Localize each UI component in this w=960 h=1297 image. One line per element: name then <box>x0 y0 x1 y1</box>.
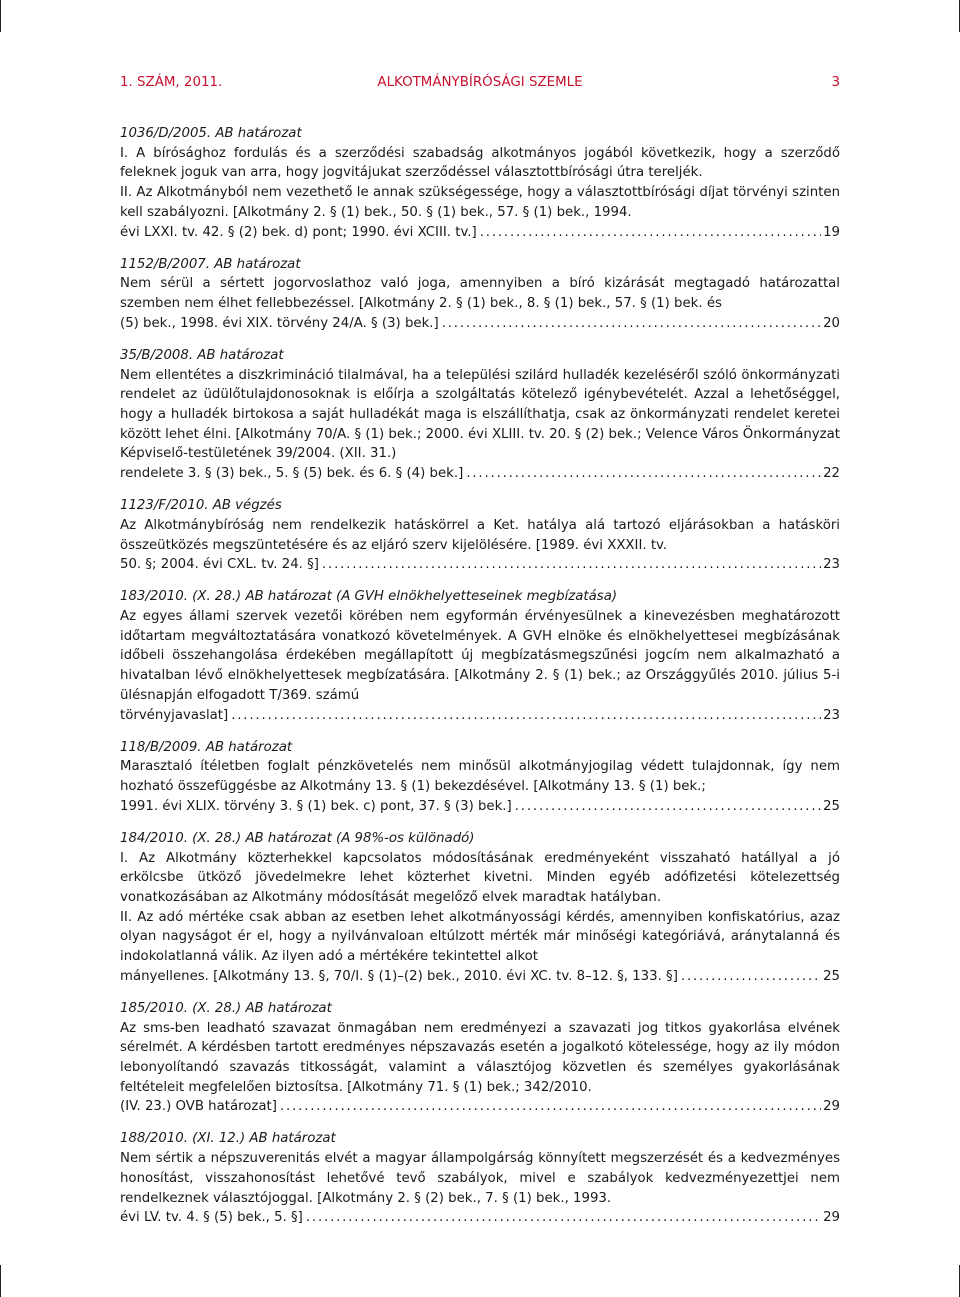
entry-heading: 118/B/2009. AB határozat <box>120 739 293 755</box>
entry-page-number: 23 <box>823 707 840 723</box>
entry-reference-line <box>120 223 840 243</box>
entry-reference: (IV. 23.) OVB határozat] <box>120 1099 277 1115</box>
entry-reference: 50. §; 2004. évi CXL. tv. 24. §] <box>120 557 319 573</box>
entry-summary: II. Az Alkotmányból nem vezethető le annak szükségessége, hogy a választottbírósági díjat törvényi szinten kell szabályozni. [Alkotmány 2. § (1) bek., 50. § (1) bek., 57. § (1) bek., 1994. <box>120 185 840 220</box>
dot-leader <box>439 314 821 334</box>
toc-entry <box>120 999 840 1117</box>
toc-entry <box>120 738 840 817</box>
entry-summary: Az sms-ben leadható szavazat önmagában nem eredményezi a szavazati jog titkos gyakorlása elvének sérelmét. A kérdésben tartott eredményes népszavazás esetén a jogalkotó kötelessége, hogy az ily módon lebonyolítandó szavazás titkosságát, valamint a választójog közvetlen és személyes gyakorlásának feltételeit megfelelően biztosítsa. [Alkotmány 71. § (1) bek.; 342/2010. <box>120 1020 840 1095</box>
dot-leader <box>678 967 821 987</box>
entry-summary: Az egyes állami szervek vezetői körében nem egyformán érvényesülnek a kinevezésben meghatározott időtartam megváltoztatására vonatkozó követelmények. A GVH elnöke és elnökhelyettesei megbízásának időbeli összehangolása érdekében megállapított új megbízatásmegszűnési jogcím nem alkalmazható a hivatalban lévő elnökhelyettesek megbízatására. [Alkotmány 2. § (1) bek.; az Országgyűlés 2010. július 5-i ülésnapján elfogadott T/369. számú <box>120 609 840 703</box>
journal-title: ALKOTMÁNYBÍRÓSÁGI SZEMLE <box>377 75 583 90</box>
entry-reference-line <box>120 464 840 484</box>
entry-page-number: 29 <box>823 1099 840 1115</box>
toc-entry <box>120 587 840 725</box>
entry-heading: 185/2010. (X. 28.) AB határozat <box>120 1000 332 1016</box>
dot-leader <box>512 797 821 817</box>
entry-page-number: 23 <box>823 557 840 573</box>
entry-summary: Nem sértik a népszuverenitás elvét a magyar állampolgárság könnyített megszerzését és a kedvezményes honosítást, visszahonosítást lehetővé tevő szabályok, mivel e szabályok kedvezményezettjei nem rendelkeznek választójoggal. [Alkotmány 2. § (2) bek., 7. § (1) bek., 1993. <box>120 1151 840 1206</box>
crop-mark-bottom-left <box>0 1265 1 1297</box>
entry-reference-line <box>120 797 840 817</box>
entry-summary: Az Alkotmánybíróság nem rendelkezik hatáskörrel a Ket. hatálya alá tartozó eljárásokban a hatásköri összeütközés megszüntetésére és az eljáró szerv kijelölésére. [1989. évi XXXII. tv. <box>120 517 840 553</box>
toc-entry <box>120 255 840 334</box>
entry-reference: törvényjavaslat] <box>120 707 229 723</box>
toc-entry <box>120 1129 840 1228</box>
page-number: 3 <box>831 75 840 90</box>
dot-leader <box>463 464 821 484</box>
entry-heading: 183/2010. (X. 28.) AB határozat (A GVH elnökhelyetteseinek megbízatása) <box>120 589 618 605</box>
entry-page-number: 19 <box>823 224 840 240</box>
entry-reference-line <box>120 314 840 334</box>
dot-leader <box>303 1208 821 1228</box>
dot-leader <box>277 1097 821 1117</box>
toc-entry <box>120 829 840 987</box>
entry-reference-line <box>120 706 840 726</box>
toc-entry <box>120 496 840 575</box>
table-of-contents <box>120 124 840 1240</box>
entry-summary: Nem sérül a sértett jogorvoslathoz való joga, amennyiben a bíró kizárását megtagadó határozattal szemben nem élhet fellebbezéssel. [Alkotmány 2. § (1) bek., 8. § (1) bek., 57. § (1) bek. és <box>120 276 840 312</box>
entry-reference: rendelete 3. § (3) bek., 5. § (5) bek. és 6. § (4) bek.] <box>120 466 464 482</box>
entry-page-number: 20 <box>823 315 840 331</box>
entry-reference-line <box>120 967 840 987</box>
crop-mark-top-left <box>0 0 1 32</box>
entry-reference-line <box>120 555 840 575</box>
entry-page-number: 25 <box>823 798 840 814</box>
entry-heading: 184/2010. (X. 28.) AB határozat (A 98%-os különadó) <box>120 830 475 846</box>
entry-heading: 1123/F/2010. AB végzés <box>120 498 282 514</box>
entry-summary: Nem ellentétes a diszkrimináció tilalmával, ha a települési szilárd hulladék kezeléséről szóló önkormányzati rendelet az üdülőtulajdonosoknak is előírja a szolgáltatás kötelező igénybevételét. Azzal a lehetőséggel, hogy a hulladék birtokosa a saját hulladékát maga is elszállíthatja, csak az önkormányzati rendelet keretei között lehet élni. [Alkotmány 70/A. § (1) bek.; 2000. évi XLIII. tv. 20. § (2) bek.; Velence Város Önkormányzat Képviselő-testületének 39/2004. (XII. 31.) <box>120 367 840 462</box>
issue-number: 1. SZÁM, 2011. <box>120 75 223 90</box>
running-header <box>120 75 840 95</box>
toc-entry <box>120 346 840 484</box>
entry-reference-line <box>120 1097 840 1117</box>
dot-leader <box>228 706 821 726</box>
entry-summary: Marasztaló ítéletben foglalt pénzkövetelés nem minősül alkotmányjogilag védett tulajdonnak, így nem hozható összefüggésbe az Alkotmány 13. § (1) bekezdésével. [Alkotmány 13. § (1) bek.; <box>120 759 840 795</box>
entry-summary: II. Az adó mértéke csak abban az esetben lehet alkotmányossági kérdés, amennyiben konfiskatórius, azaz olyan nagyságot ér el, hogy a nyilvánvaloan eltúlzott mérték már minőségi kategóriává, aránytalanná és indokolatlanná válik. Az ilyen adó a mértékére tekintettel alkot <box>120 909 840 965</box>
entry-reference: évi LV. tv. 4. § (5) bek., 5. §] <box>120 1210 303 1226</box>
entry-reference: évi LXXI. tv. 42. § (2) bek. d) pont; 1990. évi XCIII. tv.] <box>120 224 477 240</box>
entry-heading: 1036/D/2005. AB határozat <box>120 126 302 141</box>
dot-leader <box>319 555 821 575</box>
entry-summary: I. Az Alkotmány közterhekkel kapcsolatos módosításának eredményeként visszaható hatállyal a jó erkölcsbe ütköző jövedelmekre lehet közterhet kivetni. Minden egyéb adófizetési kötelezettség vonatkozásában az Alkotmány módosítását megelőző elvek maradtak hatályban. <box>120 850 840 905</box>
toc-entry <box>120 124 840 242</box>
entry-reference: mányellenes. [Alkotmány 13. §, 70/I. § (1)–(2) bek., 2010. évi XC. tv. 8–12. §, 133. §] <box>120 968 678 984</box>
entry-summary: I. A bírósághoz fordulás és a szerződési szabadság alkotmányos jogából következik, hogy a szerződő feleknek joguk van arra, hogy jogvitájukat szerződéssel választottbírósági útra tereljék. <box>120 145 840 181</box>
entry-reference-line <box>120 1208 840 1228</box>
entry-page-number: 22 <box>823 466 840 482</box>
entry-reference: (5) bek., 1998. évi XIX. törvény 24/A. § (3) bek.] <box>120 315 439 331</box>
dot-leader <box>477 223 821 243</box>
entry-page-number: 29 <box>823 1210 840 1226</box>
entry-page-number: 25 <box>823 968 840 984</box>
entry-heading: 1152/B/2007. AB határozat <box>120 256 301 272</box>
entry-heading: 188/2010. (XI. 12.) AB határozat <box>120 1131 336 1147</box>
entry-heading: 35/B/2008. AB határozat <box>120 347 284 363</box>
entry-reference: 1991. évi XLIX. törvény 3. § (1) bek. c) pont, 37. § (3) bek.] <box>120 798 512 814</box>
